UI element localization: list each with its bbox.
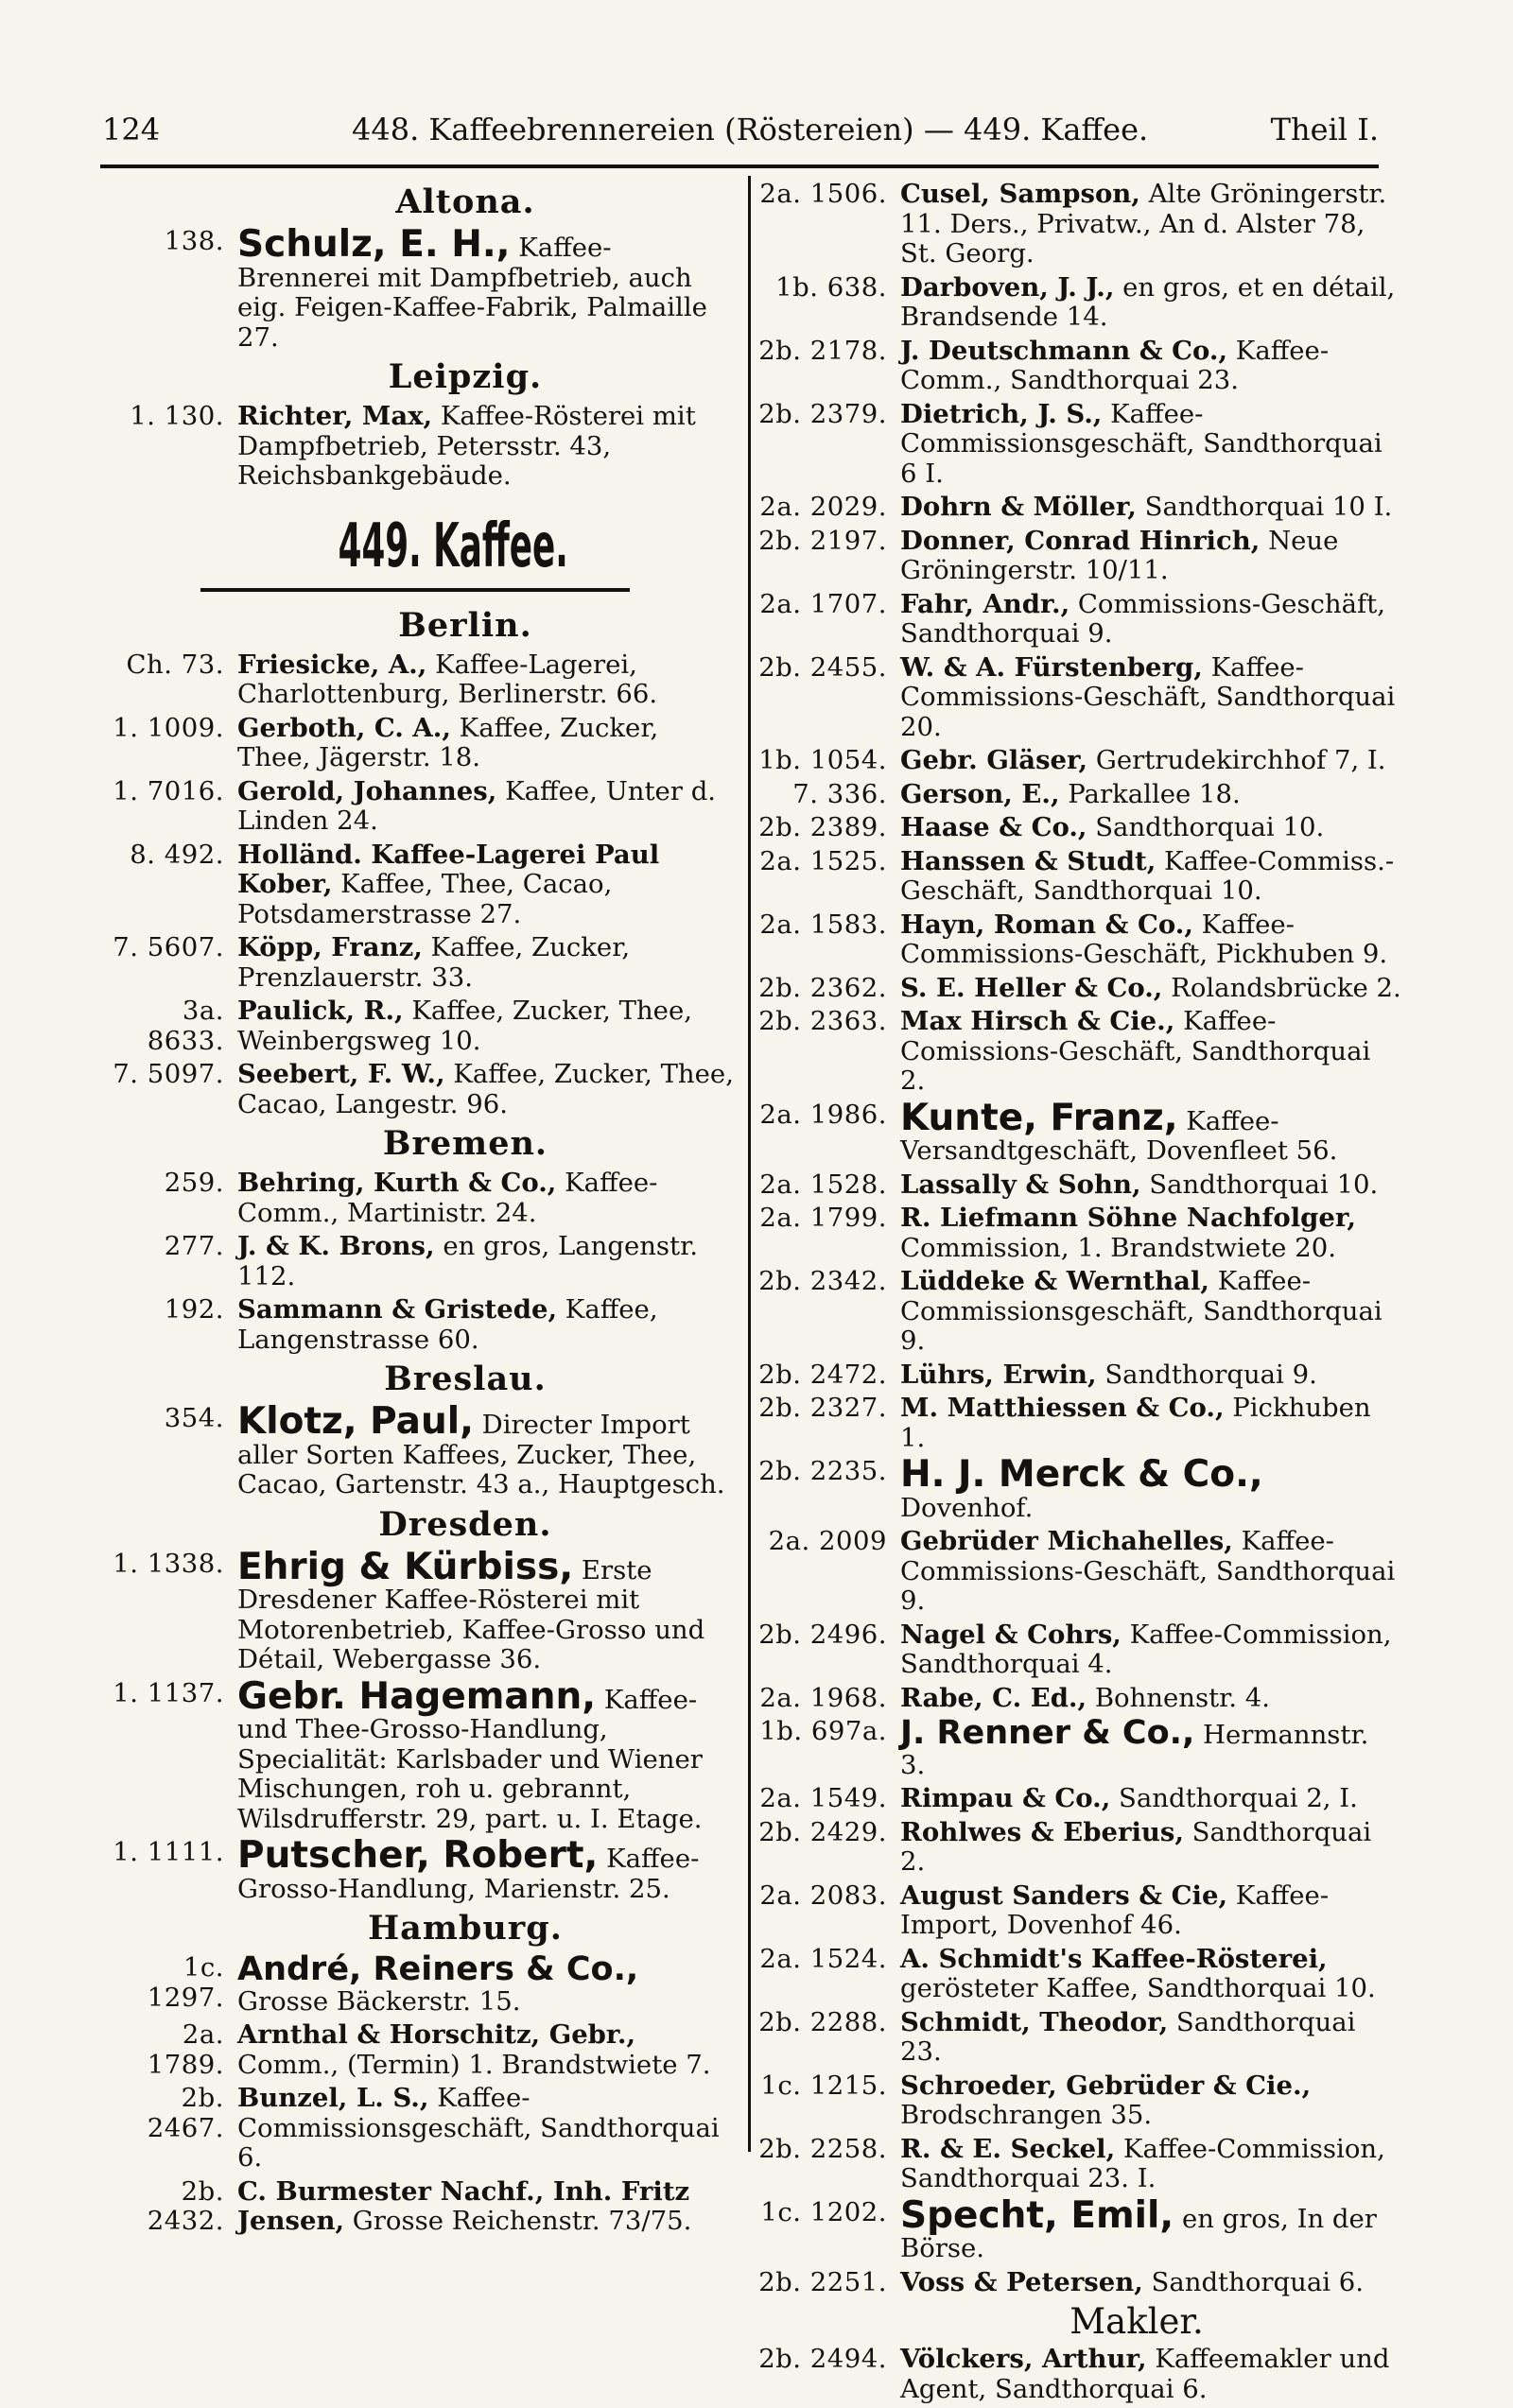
entry-name: A. Schmidt's Kaffee-Rösterei,: [900, 1943, 1328, 1974]
list-item: [758, 337, 1401, 396]
list-item: [100, 933, 736, 993]
list-item: [100, 223, 736, 353]
entry-desc: Kaffee, Thee, Cacao, Potsdamerstrasse 27.: [237, 869, 613, 929]
entry-desc: Kaffee-Commiss.-Geschäft, Sandthorquai 10.: [900, 845, 1395, 906]
entry-number: 1c. 1215.: [760, 2070, 887, 2101]
entry-number: 192.: [164, 1294, 224, 1325]
entry-desc: Sandthorquai 10 I.: [1136, 492, 1393, 522]
entry-number: 2a. 1549.: [759, 1783, 887, 1813]
entry-name: Lassally & Sohn,: [900, 1169, 1141, 1200]
entry-number: 2b. 2235.: [758, 1456, 887, 1486]
entry-number: 7. 5097.: [113, 1059, 224, 1089]
entry-name: André, Reiners & Co.,: [237, 1950, 639, 1988]
list-item: [758, 1170, 1401, 1201]
list-item: [758, 847, 1401, 907]
entry-name: S. E. Heller & Co.,: [900, 972, 1163, 1003]
list-item: [758, 273, 1401, 333]
entry-desc: Kaffee, Zucker, Prenzlauerstr. 33.: [237, 932, 631, 993]
entry-number: 2b. 2379.: [758, 398, 887, 429]
entry-number: 2b. 2389.: [758, 812, 887, 842]
entry-desc: en gros, et en détail, Brandsende 14.: [900, 271, 1396, 332]
entry-number: 1. 130.: [130, 401, 224, 431]
entry-name: H. J. Merck & Co.,: [900, 1453, 1263, 1496]
entry-name: Gebr. Hagemann,: [237, 1674, 597, 1718]
entry-name: Lüddeke & Wernthal,: [900, 1266, 1209, 1296]
entry-name: Lührs, Erwin,: [900, 1359, 1097, 1390]
entry-desc: Kaffee-Brennerei mit Dampfbetrieb, auch eig. Feigen-Kaffee-Fabrik, Palmaille 27.: [237, 233, 707, 353]
entry-name: Gebrüder Michahelles,: [900, 1526, 1233, 1556]
part-label: Theil I.: [1270, 112, 1379, 147]
entry-number: 2a. 1583.: [759, 909, 887, 940]
list-item: [758, 1714, 1401, 1780]
entry-number: 1b. 1054.: [758, 745, 887, 775]
entry-desc: Comm., (Termin) 1. Brandstwiete 7.: [237, 2049, 711, 2080]
city-heading-leipzig: Leipzig.: [388, 357, 543, 396]
entry-number: 2b. 2496.: [758, 1619, 887, 1650]
column-divider: [748, 176, 751, 2152]
entry-number: 2b. 2342.: [758, 1266, 887, 1296]
list-item: [758, 1881, 1401, 1941]
entry-name: Richter, Max,: [237, 401, 433, 431]
list-item: [100, 777, 736, 837]
list-item: [758, 1684, 1401, 1714]
entry-number: 2b. 2472.: [758, 1359, 887, 1390]
entry-desc: Kaffee-Commissions-Geschäft, Sandthorquai 9.: [900, 1526, 1396, 1616]
entry-desc: Kaffee, Zucker, Thee, Weinbergsweg 10.: [237, 996, 692, 1056]
entry-number: 2a. 1524.: [759, 1943, 887, 1974]
entry-number: 2b. 2178.: [758, 335, 887, 366]
entry-name: J. Renner & Co.,: [900, 1714, 1195, 1752]
entry-desc: Kaffee-Import, Dovenhof 46.: [900, 1880, 1330, 1940]
entry-desc: Sandthorquai 23.: [900, 2006, 1356, 2067]
entry-number: 2a. 2009: [768, 1526, 887, 1556]
entry-desc: Kaffee, Langenstrasse 60.: [237, 1294, 658, 1355]
entry-desc: Kaffee-Rösterei mit Dampfbetrieb, Petersstr. 43, Reichsbankgebäude.: [237, 401, 696, 491]
entry-desc: Directer Import aller Sorten Kaffees, Zucker, Thee, Cacao, Gartenstr. 43 a., Hauptgesch.: [237, 1410, 725, 1499]
page-header: [102, 106, 1379, 153]
list-item: [758, 746, 1401, 776]
left-column: [100, 180, 736, 2241]
entry-number: 2b. 2455.: [758, 651, 887, 683]
entry-number: 1b. 697a.: [759, 1716, 887, 1746]
makler-heading: Makler.: [1070, 2301, 1204, 2342]
list-item: [100, 1232, 736, 1291]
entry-number: 2b. 2362.: [758, 972, 887, 1003]
list-item: [758, 1945, 1401, 2004]
entry-desc: en gros, In der Börse.: [900, 2203, 1377, 2263]
entry-name: August Sanders & Cie,: [900, 1880, 1228, 1911]
entry-number: 2b. 2197.: [758, 525, 887, 556]
list-item: [758, 1620, 1401, 1680]
list-item: [758, 974, 1401, 1004]
entry-number: 1. 1009.: [113, 712, 224, 743]
entry-number: 1. 7016.: [113, 775, 224, 806]
list-item: [100, 1674, 736, 1835]
entry-name: C. Burmester Nachf., Inh. Fritz Jensen,: [237, 2175, 690, 2236]
page-number: 124: [102, 112, 161, 147]
entry-name: Cusel, Sampson,: [900, 179, 1140, 209]
section-title: 449. Kaffee.: [338, 511, 568, 581]
entry-desc: Kaffee- und Thee-Grosso-Handlung, Specialität: Karlsbader und Wiener Mischungen, roh u. gebrannt, Wilsdrufferstr. 29, part. u. I. Etage.: [237, 1684, 703, 1834]
entry-name: Sammann & Gristede,: [237, 1294, 558, 1325]
entry-desc: Gertrudekirchhof 7, I.: [1087, 745, 1386, 775]
entry-name: Klotz, Paul,: [237, 1400, 474, 1443]
entry-desc: Erste Dresdener Kaffee-Rösterei mit Motorenbetrieb, Kaffee-Grosso und Détail, Webergasse 36.: [237, 1554, 705, 1674]
entry-number: 1. 1338.: [113, 1548, 224, 1579]
entry-number: 2a. 1707.: [759, 588, 887, 619]
entry-desc: Parkallee 18.: [1059, 778, 1241, 809]
list-item: [758, 653, 1401, 743]
city-heading-breslau: Breslau.: [384, 1360, 547, 1398]
list-item: [100, 1060, 736, 1119]
entry-desc: Kaffee, Zucker, Thee, Cacao, Langestr. 96.: [237, 1059, 734, 1119]
list-item: [100, 996, 736, 1056]
entry-name: W. & A. Fürstenberg,: [900, 651, 1203, 683]
entry-desc: Sandthorquai 10.: [1140, 1169, 1379, 1200]
entry-name: R. Liefmann Söhne Nachfolger,: [900, 1203, 1356, 1233]
list-item: [100, 1834, 736, 1904]
list-item: [758, 1267, 1401, 1357]
entry-desc: Commission, 1. Brandstwiete 20.: [900, 1232, 1336, 1263]
entry-name: Völckers, Arthur,: [900, 2344, 1147, 2374]
list-item: [100, 1400, 736, 1500]
entry-desc: Brodschrangen 35.: [900, 2100, 1153, 2130]
entry-desc: Bohnenstr. 4.: [1087, 1682, 1271, 1713]
list-item: [100, 840, 736, 930]
section-rule: [200, 588, 630, 592]
entry-number: 2b. 2327.: [758, 1393, 887, 1423]
entry-number: Ch. 73.: [126, 649, 224, 680]
city-heading-altona: Altona.: [395, 182, 535, 221]
entry-name: Bunzel, L. S.,: [237, 2083, 429, 2113]
entry-number: 277.: [164, 1231, 224, 1261]
entry-number: 1. 1111.: [113, 1837, 224, 1867]
list-item: [100, 2084, 736, 2174]
entry-number: 7. 336.: [792, 778, 887, 809]
entry-desc: Kaffee-Commissionsgeschäft, Sandthorquai 9.: [900, 1266, 1383, 1356]
entry-desc: Kaffee-Commissions-Geschäft, Pickhuben 9.: [900, 909, 1388, 969]
entry-number: 1. 1137.: [113, 1677, 224, 1708]
entry-number: 2a. 1528.: [759, 1169, 887, 1200]
entry-number: 2a. 1986.: [759, 1099, 887, 1130]
entry-name: Holländ. Kaffee-Lagerei Paul Kober,: [237, 839, 660, 899]
entry-desc: Grosse Bäckerstr. 15.: [237, 1985, 521, 2017]
entry-number: 3a. 8633.: [147, 996, 224, 1056]
header-rule: [100, 165, 1379, 168]
entry-desc: Kaffee-Lagerei, Charlottenburg, Berlinerstr. 66.: [237, 649, 658, 709]
entry-name: Voss & Petersen,: [900, 2266, 1143, 2297]
entry-number: 2b. 2251.: [758, 2266, 887, 2297]
list-item: [100, 714, 736, 773]
entry-desc: Kaffee, Unter d. Linden 24.: [237, 775, 717, 836]
list-item: [100, 1545, 736, 1675]
entry-number: 2b. 2288.: [758, 2006, 887, 2037]
entry-desc: Sandthorquai 2, I.: [1110, 1783, 1358, 1813]
list-item: [758, 2193, 1401, 2264]
entry-name: Paulick, R.,: [237, 996, 404, 1026]
entry-number: 259.: [164, 1168, 224, 1198]
entry-number: 7. 5607.: [113, 932, 224, 962]
entry-name: Schroeder, Gebrüder & Cie.,: [900, 2070, 1312, 2101]
entry-number: 1c. 1202.: [760, 2196, 887, 2227]
entry-name: Behring, Kurth & Co.,: [237, 1168, 557, 1198]
entry-name: Dietrich, J. S.,: [900, 398, 1103, 429]
list-item: [100, 1950, 736, 2017]
entry-number: 138.: [164, 226, 224, 256]
list-item: [758, 2071, 1401, 2131]
entry-number: 2a. 2083.: [759, 1880, 887, 1911]
list-item: [758, 1527, 1401, 1617]
list-item: [758, 2135, 1401, 2194]
list-item: [758, 780, 1401, 810]
list-item: [100, 2020, 736, 2080]
entry-desc: Sandthorquai 10.: [1087, 812, 1325, 842]
entry-name: Rohlwes & Eberius,: [900, 1816, 1184, 1847]
list-item: [758, 1096, 1401, 1167]
entry-desc: Kaffee-Commission, Sandthorquai 4.: [900, 1619, 1392, 1679]
entry-number: 2a. 1506.: [759, 179, 887, 209]
entry-name: Rabe, C. Ed.,: [900, 1682, 1087, 1713]
city-heading-bremen: Bremen.: [382, 1124, 548, 1163]
entry-number: 2b. 2432.: [147, 2175, 224, 2236]
entry-name: Nagel & Cohrs,: [900, 1619, 1122, 1650]
entry-name: Gerold, Johannes,: [237, 775, 497, 806]
entry-number: 1b. 638.: [775, 271, 887, 303]
entry-desc: Sandthorquai 6.: [1142, 2266, 1365, 2297]
city-heading-berlin: Berlin.: [398, 605, 532, 645]
entry-name: Max Hirsch & Cie.,: [900, 1006, 1175, 1036]
entry-name: J. Deutschmann & Co.,: [900, 335, 1228, 366]
entry-desc: en gros, Langenstr. 112.: [237, 1231, 698, 1291]
entry-desc: Sandthorquai 2.: [900, 1816, 1372, 1877]
list-item: [100, 650, 736, 710]
list-item: [758, 910, 1401, 970]
list-item: [758, 180, 1401, 269]
entry-number: 2a. 1789.: [147, 2019, 224, 2080]
running-title: 448. Kaffeebrennereien (Röstereien) — 449. Kaffee.: [352, 112, 1149, 147]
list-item: [758, 813, 1401, 843]
entry-desc: Rolandsbrücke 2.: [1162, 972, 1401, 1003]
hamburg-continued-list: [758, 180, 1401, 2297]
entry-desc: Sandthorquai 9.: [1096, 1359, 1317, 1390]
entry-number: 2a. 1799.: [759, 1203, 887, 1233]
entry-number: 2a. 2029.: [759, 492, 887, 522]
city-heading-hamburg: Hamburg.: [368, 1909, 563, 1948]
entry-name: Arnthal & Horschitz, Gebr.,: [237, 2019, 636, 2050]
entry-desc: Alte Gröningerstr. 11. Ders., Privatw., An d. Alster 78, St. Georg.: [900, 179, 1387, 269]
entry-name: Ehrig & Kürbiss,: [237, 1545, 574, 1588]
entry-name: Rimpau & Co.,: [900, 1783, 1111, 1813]
entry-name: Seebert, F. W.,: [237, 1059, 445, 1089]
entry-desc: Pickhuben 1.: [900, 1393, 1371, 1453]
entry-name: Hayn, Roman & Co.,: [900, 909, 1193, 940]
entry-desc: Kaffee-Grosso-Handlung, Marienstr. 25.: [237, 1844, 700, 1904]
entry-name: Putscher, Robert,: [237, 1834, 599, 1877]
entry-desc: Grosse Reichenstr. 73/75.: [344, 2206, 692, 2236]
entry-number: 2a. 1525.: [759, 845, 887, 876]
right-column: [758, 180, 1401, 2408]
entry-name: J. & K. Brons,: [237, 1231, 435, 1261]
entry-desc: Kaffee-Comissions-Geschäft, Sandthorquai 2.: [900, 1006, 1371, 1096]
list-item: [758, 400, 1401, 490]
list-item: [758, 1360, 1401, 1391]
entry-desc: Kaffee-Commissions-Geschäft, Sandthorquai 20.: [900, 651, 1396, 742]
entry-desc: Hermannstr. 3.: [900, 1720, 1369, 1780]
entry-number: 2b. 2363.: [758, 1006, 887, 1036]
entry-name: Köpp, Franz,: [237, 932, 423, 962]
list-item: [758, 1394, 1401, 1453]
entry-desc: Kaffee-Commission, Sandthorquai 23. I.: [900, 2133, 1385, 2193]
entry-name: Schmidt, Theodor,: [900, 2006, 1169, 2037]
list-item: [100, 1295, 736, 1355]
entry-name: Fahr, Andr.,: [900, 588, 1070, 619]
list-item: [758, 527, 1401, 586]
entry-number: 1c. 1297.: [147, 1952, 224, 2013]
entry-desc: Kaffee-Commissionsgeschäft, Sandthorquai 6 I.: [900, 398, 1383, 489]
entry-desc: Kaffee-Comm., Martinistr. 24.: [237, 1168, 658, 1228]
list-item: [758, 590, 1401, 650]
list-item: [100, 1169, 736, 1228]
list-item: [758, 2345, 1401, 2404]
entry-number: 2a. 1968.: [759, 1682, 887, 1713]
entry-name: Kunte, Franz,: [900, 1096, 1178, 1139]
entry-desc: Kaffee-Versandtgeschäft, Dovenfleet 56.: [900, 1105, 1338, 1166]
entry-number: 354.: [164, 1403, 224, 1433]
list-item: [758, 2008, 1401, 2068]
entry-name: Donner, Conrad Hinrich,: [900, 525, 1261, 556]
list-item: [758, 2268, 1401, 2298]
entry-number: 2b. 2429.: [758, 1816, 887, 1847]
list-item: [100, 2177, 736, 2237]
list-item: [758, 1453, 1401, 1523]
entry-desc: Neue Gröningerstr. 10/11.: [900, 525, 1339, 585]
entry-name: Specht, Emil,: [900, 2193, 1174, 2237]
entry-name: Gerson, E.,: [900, 778, 1060, 809]
entry-name: Haase & Co.,: [900, 812, 1087, 842]
entry-number: 8. 492.: [130, 839, 224, 870]
list-item: [100, 402, 736, 492]
list-item: [758, 1007, 1401, 1097]
entry-desc: Kaffee-Comm., Sandthorquai 23.: [900, 335, 1330, 395]
entry-name: Schulz, E. H.,: [237, 223, 511, 266]
list-item: [758, 493, 1401, 523]
entry-number: 2b. 2494.: [758, 2344, 887, 2374]
city-heading-dresden: Dresden.: [378, 1504, 552, 1544]
list-item: [758, 1784, 1401, 1814]
entry-desc: Dovenhof.: [900, 1492, 1034, 1523]
list-item: [758, 1204, 1401, 1263]
entry-name: Gerboth, C. A.,: [237, 712, 451, 743]
entry-name: R. & E. Seckel,: [900, 2133, 1116, 2164]
entry-desc: Kaffee, Zucker, Thee, Jägerstr. 18.: [237, 712, 659, 772]
entry-name: Dohrn & Möller,: [900, 492, 1137, 522]
entry-name: Hanssen & Studt,: [900, 845, 1156, 876]
entry-number: 2b. 2467.: [147, 2083, 224, 2143]
entry-name: M. Matthiessen & Co.,: [900, 1393, 1225, 1423]
entry-desc: gerösteter Kaffee, Sandthorquai 10.: [900, 1973, 1376, 2003]
entry-name: Friesicke, A.,: [237, 649, 427, 680]
entry-number: 2b. 2258.: [758, 2133, 887, 2164]
entry-desc: Kaffeemakler und Agent, Sandthorquai 6.: [900, 2344, 1390, 2404]
entry-name: Darboven, J. J.,: [900, 271, 1115, 303]
entry-name: Gebr. Gläser,: [900, 745, 1088, 775]
entry-desc: Commissions-Geschäft, Sandthorquai 9.: [900, 588, 1385, 649]
entry-desc: Kaffee-Commissionsgeschäft, Sandthorquai 6.: [237, 2083, 720, 2173]
list-item: [758, 1818, 1401, 1878]
